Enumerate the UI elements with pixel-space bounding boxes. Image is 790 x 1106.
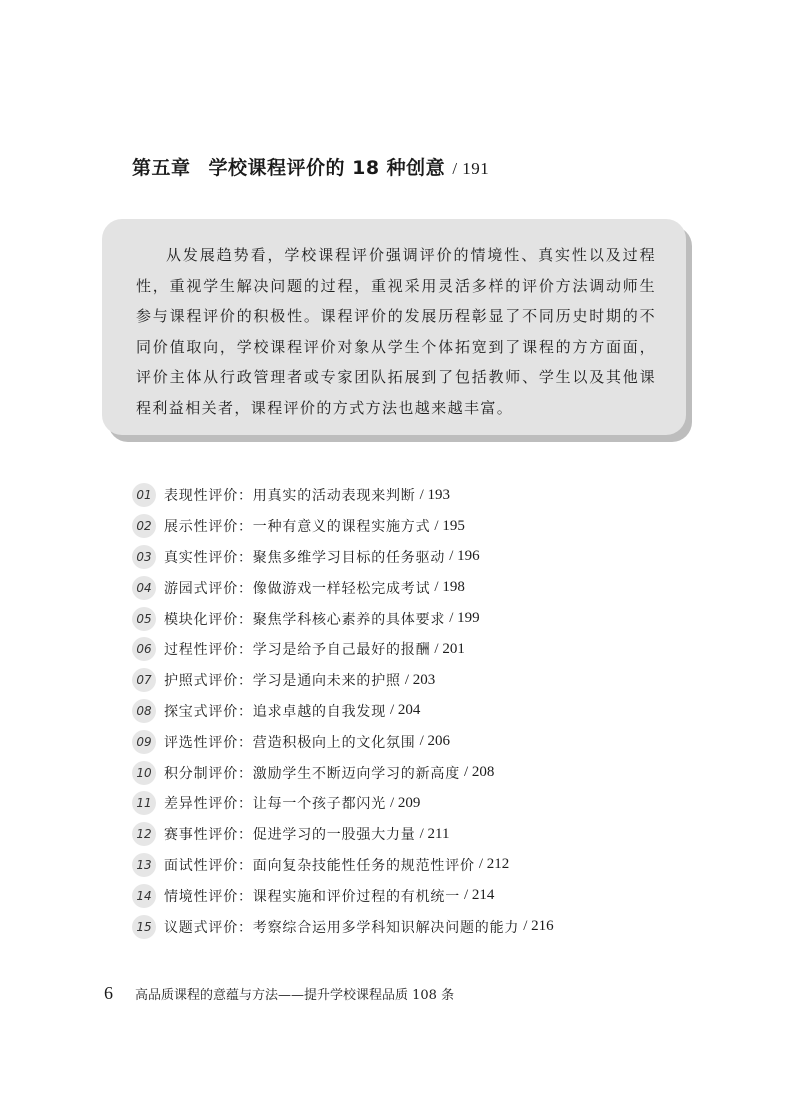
toc-item[interactable] (132, 665, 554, 696)
toc-item-title: 表现性评价：用真实的活动表现来判断 (164, 488, 416, 505)
toc-item-number: 01 (132, 483, 156, 507)
toc-item-title: 真实性评价：聚焦多维学习目标的任务驱动 (164, 549, 446, 566)
toc-item-page: / 203 (404, 671, 436, 688)
toc-item-page: / 204 (390, 702, 421, 719)
toc-item[interactable] (132, 542, 554, 573)
toc-item-page: / 201 (434, 640, 465, 657)
toc-item[interactable] (132, 603, 554, 634)
toc-item-number: 02 (132, 514, 156, 538)
toc-item-title: 游园式评价：像做游戏一样轻松完成考试 (164, 580, 431, 597)
page-number: 6 (104, 983, 113, 1003)
toc-item[interactable] (132, 726, 554, 757)
toc-item-title: 积分制评价：激励学生不断迈向学习的新高度 (164, 765, 460, 782)
toc-item-number: 03 (132, 545, 156, 569)
book-title: 高品质课程的意蕴与方法——提升学校课程品质 108 条 (135, 988, 455, 1003)
chapter-title: 学校课程评价的 18 种创意 (208, 157, 446, 179)
toc-item-title: 赛事性评价：促进学习的一股强大力量 (164, 827, 416, 844)
page-footer (104, 983, 454, 1004)
toc-item-page: / 211 (419, 825, 450, 842)
toc-item-number: 13 (132, 853, 156, 877)
toc-item-title: 模块化评价：聚焦学科核心素养的具体要求 (164, 611, 446, 628)
toc-item-page: / 208 (464, 764, 495, 781)
toc-item-number: 11 (132, 791, 156, 815)
toc-item-page: / 195 (434, 517, 465, 534)
chapter-summary: 从发展趋势看，学校课程评价强调评价的情境性、真实性以及过程性，重视学生解决问题的过程，重视采用灵活多样的评价方法调动师生参与课程评价的积极性。课程评价的发展历程彰显了不同历史时期的不同价值取向，学校课程评价对象从学生个体拓宽到了课程的方方面面，评价主体从行政管理者或专家团队拓展到了包括教师、学生以及其他课程利益相关者，课程评价的方式方法也越来越丰富。 (136, 246, 656, 417)
toc-item[interactable] (132, 757, 554, 788)
toc-item-page: / 196 (449, 548, 480, 565)
toc-item-title: 探宝式评价：追求卓越的自我发现 (164, 703, 386, 720)
toc-item-page: / 198 (434, 579, 465, 596)
toc-item-number: 12 (132, 822, 156, 846)
toc-item-title: 展示性评价：一种有意义的课程实施方式 (164, 519, 431, 536)
toc-item-number: 10 (132, 761, 156, 785)
toc-item-page: / 216 (523, 918, 554, 935)
toc-item-number: 15 (132, 915, 156, 939)
toc-item-page: / 193 (419, 486, 451, 503)
toc-item-number: 05 (132, 607, 156, 631)
toc-item-title: 护照式评价：学习是通向未来的护照 (164, 673, 401, 690)
toc-item-title: 过程性评价：学习是给予自己最好的报酬 (164, 642, 431, 659)
toc-item-page: / 199 (449, 610, 480, 627)
toc-item-page: / 209 (390, 794, 421, 811)
toc-item-number: 08 (132, 699, 156, 723)
toc-item-page: / 214 (464, 887, 495, 904)
toc-item-title: 差异性评价：让每一个孩子都闪光 (164, 796, 386, 813)
chapter-page-ref: / 191 (452, 159, 490, 178)
chapter-heading (132, 153, 489, 180)
toc-item-title: 情境性评价：课程实施和评价过程的有机统一 (164, 888, 460, 905)
toc-item[interactable] (132, 850, 554, 881)
toc-item-number: 07 (132, 668, 156, 692)
toc-item-number: 14 (132, 884, 156, 908)
toc-item[interactable] (132, 911, 554, 942)
chapter-number: 第五章 (132, 157, 191, 179)
toc-item[interactable] (132, 788, 554, 819)
toc-item[interactable] (132, 819, 554, 850)
toc-item-number: 04 (132, 576, 156, 600)
toc-item-number: 06 (132, 637, 156, 661)
toc-item[interactable] (132, 696, 554, 727)
toc-item-title: 面试性评价：面向复杂技能性任务的规范性评价 (164, 857, 475, 874)
toc-item[interactable] (132, 634, 554, 665)
toc-item-title: 议题式评价：考察综合运用多学科知识解决问题的能力 (164, 919, 520, 936)
toc-item-page: / 212 (478, 856, 510, 873)
toc-item-title: 评选性评价：营造积极向上的文化氛围 (164, 734, 416, 751)
toc-item[interactable] (132, 480, 554, 511)
toc-item-page: / 206 (419, 733, 451, 750)
toc-item[interactable] (132, 572, 554, 603)
toc-item[interactable] (132, 880, 554, 911)
toc-list (132, 480, 554, 942)
toc-item-number: 09 (132, 730, 156, 754)
toc-item[interactable] (132, 511, 554, 542)
